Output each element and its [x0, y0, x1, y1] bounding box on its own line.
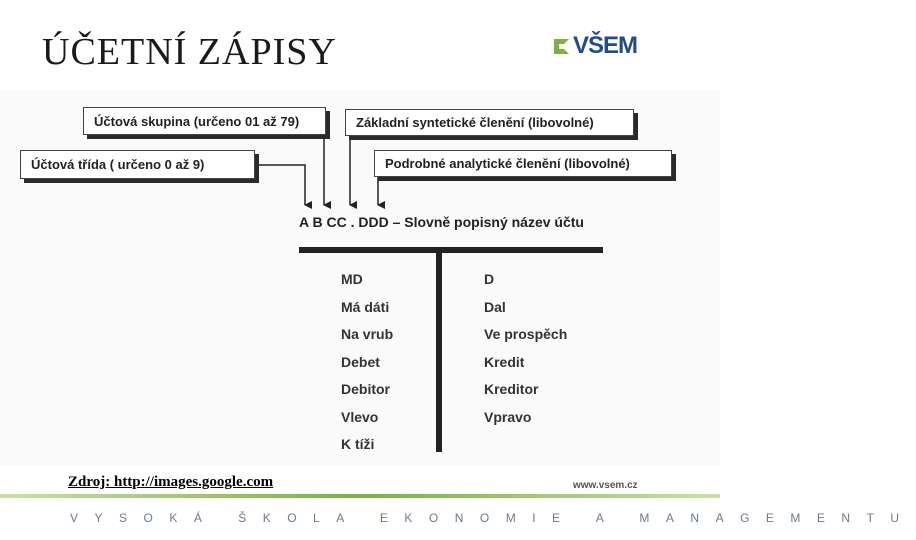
debit-term: Debet	[341, 353, 380, 370]
logo-text: VŠEM	[573, 32, 638, 59]
box-analytic-division: Podrobné analytické členění (libovolné)	[374, 150, 672, 177]
footer-divider	[0, 494, 720, 498]
debit-term: Má dáti	[341, 298, 390, 315]
box-synthetic-division: Základní syntetické členění (libovolné)	[345, 109, 634, 136]
account-formula: A B CC . DDD – Slovně popisný název účtu	[299, 214, 584, 230]
debit-term: Debitor	[341, 381, 390, 397]
logo-mark-icon	[554, 39, 569, 54]
source-link[interactable]: Zdroj: http://images.google.com	[68, 474, 274, 490]
credit-term: D	[484, 271, 495, 287]
credit-term: Kredit	[484, 353, 525, 370]
t-account-bar	[299, 247, 603, 253]
debit-term: K tíži	[341, 436, 375, 452]
box-account-group: Účtová skupina (určeno 01 až 79)	[83, 107, 326, 135]
footer-institution: VYSOKÁ ŠKOLA EKONOMIE A MANAGEMENTU	[70, 511, 916, 525]
credit-term: Vpravo	[484, 408, 532, 425]
box-account-class: Účtová třída ( určeno 0 až 9)	[20, 150, 255, 179]
credit-column	[484, 266, 567, 431]
credit-term: Dal	[484, 298, 506, 315]
credit-term: Ve prospěch	[484, 326, 568, 342]
debit-term: Vlevo	[341, 408, 379, 425]
debit-term: Na vrub	[341, 326, 394, 342]
slide-title: ÚČETNÍ ZÁPISY	[42, 31, 337, 73]
debit-column	[341, 266, 393, 459]
account-structure-diagram	[0, 90, 720, 465]
t-account-stem	[436, 247, 442, 452]
site-url: www.vsem.cz	[573, 480, 638, 491]
debit-term: MD	[341, 271, 363, 287]
vsem-logo	[554, 32, 637, 60]
credit-term: Kreditor	[484, 381, 539, 397]
